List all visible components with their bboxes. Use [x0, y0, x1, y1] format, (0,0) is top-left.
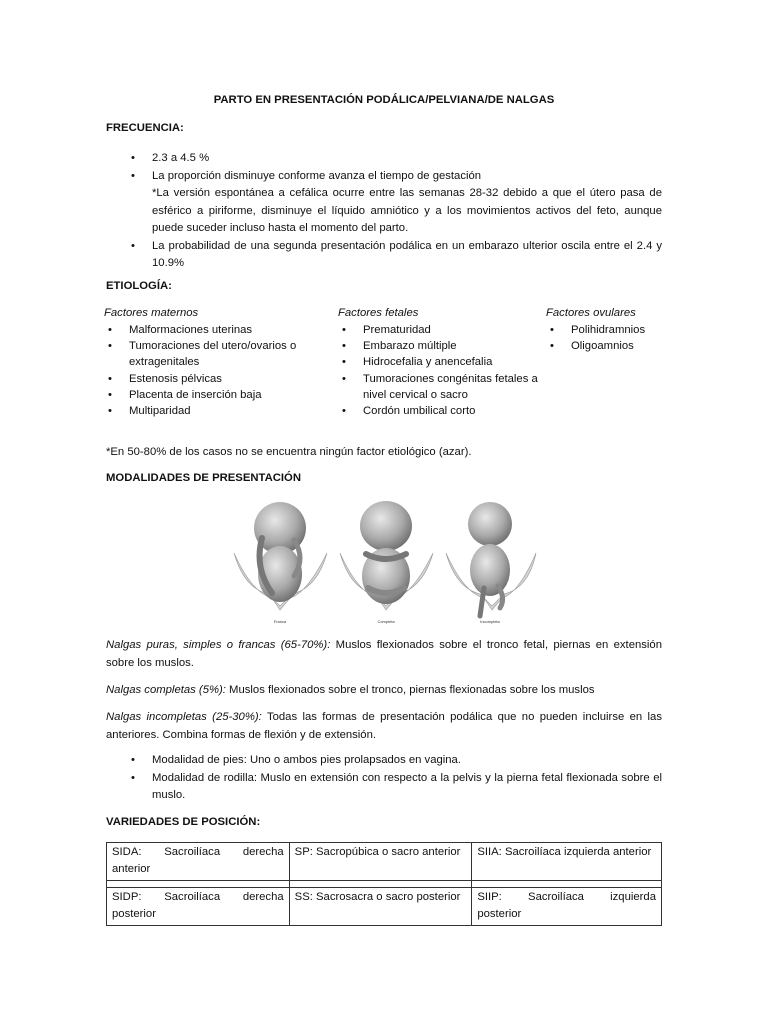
factores-fetales-title: Factores fetales	[338, 307, 419, 319]
figure-caption-completa: Completa	[377, 619, 395, 624]
list-item: • Prematuridad	[338, 322, 538, 338]
list-item: • Polihidramnios	[546, 322, 674, 338]
nalgas-completas-paragraph: Nalgas completas (5%): Muslos flexionados sobre el tronco, piernas flexionadas sobre los muslos	[106, 684, 595, 696]
factores-maternos-title: Factores maternos	[104, 307, 199, 319]
factores-ovulares-title: Factores ovulares	[546, 307, 636, 319]
table-row	[107, 843, 662, 881]
list-item: • Modalidad de rodilla: Muslo en extensión con respecto a la pelvis y la pierna fetal flexionada sobre el muslo.	[131, 771, 662, 801]
variedades-heading: VARIEDADES DE POSICIÓN:	[106, 816, 261, 828]
list-item: • Estenosis pélvicas	[104, 371, 332, 387]
bullet-icon: •	[108, 372, 112, 385]
version-note: *La versión espontánea a cefálica ocurre entre las semanas 28-32 debido a que el útero pasa de esférico a piriforme, disminuye el líquido amniótico y a los movimientos activos del feto, aunque puede suceder incluso hasta el momento del parto.	[152, 187, 662, 234]
bullet-icon: •	[550, 340, 554, 353]
table-cell: SP: Sacropúbica o sacro anterior	[289, 843, 472, 881]
bullet-icon: •	[108, 324, 112, 336]
etiologia-note: *En 50-80% de los casos no se encuentra ningún factor etiológico (azar).	[106, 446, 472, 458]
bullet-icon: •	[131, 239, 135, 252]
factores-fetales	[338, 305, 538, 419]
list-item: • La proporción disminuye conforme avanza el tiempo de gestación *La versión espontánea a cefálica ocurre entre las semanas 28-32 debido a que el útero pasa de esférico a piriforme, disminuye el líquido amniótico y a los movimientos activos del feto, aunque puede suceder incluso hasta el momento del parto.	[106, 168, 662, 238]
bullet-icon: •	[342, 405, 346, 418]
list-item: • Malformaciones uterinas	[104, 322, 332, 338]
bullet-icon: •	[108, 340, 112, 353]
list-item: • Placenta de inserción baja	[104, 387, 332, 403]
bullet-icon: •	[342, 372, 346, 385]
factores-ovulares	[546, 305, 674, 354]
modalidades-heading: MODALIDADES DE PRESENTACIÓN	[106, 472, 301, 484]
list-item: • Modalidad de pies: Uno o ambos pies prolapsados en vagina.	[106, 752, 662, 770]
list-item: • Embarazo múltiple	[338, 338, 538, 354]
bullet-icon: •	[131, 152, 135, 164]
breech-presentation-illustration	[232, 498, 538, 626]
variedades-table	[106, 842, 662, 926]
franca-fetus-figure	[234, 502, 327, 610]
bullet-icon: •	[342, 356, 346, 369]
list-item: • La probabilidad de una segunda presentación podálica en un embarazo ulterior oscila entre el 2.4 y 10.9%	[131, 239, 662, 269]
table-row	[107, 888, 662, 926]
incompleta-fetus-figure	[446, 502, 536, 616]
bullet-icon: •	[342, 340, 346, 353]
bullet-icon: •	[108, 388, 112, 401]
table-spacer-row	[107, 881, 662, 888]
figure-caption-incompleta: Incompleta	[480, 619, 500, 624]
list-item: • Cordón umbilical corto	[338, 403, 538, 419]
nalgas-incompletas-paragraph: Nalgas incompletas (25-30%): Todas las formas de presentación podálica que no pueden incluirse en las anteriores. Combina formas de flexión y de extensión.	[106, 711, 662, 741]
modalidades-list	[106, 752, 662, 805]
table-cell: SIIP: Sacroilíaca izquierda posterior	[472, 888, 662, 926]
table-cell: SS: Sacrosacra o sacro posterior	[289, 888, 472, 926]
list-item: • Hidrocefalia y anencefalia	[338, 354, 538, 370]
factores-maternos	[104, 305, 332, 419]
document-title: PARTO EN PRESENTACIÓN PODÁLICA/PELVIANA/DE NALGAS	[213, 94, 555, 106]
list-item: • Oligoamnios	[546, 338, 674, 354]
list-item: • 2.3 a 4.5 %	[106, 150, 662, 168]
completa-fetus-figure	[340, 501, 433, 610]
etiologia-heading: ETIOLOGÍA:	[106, 280, 172, 292]
table-cell: SIIA: Sacroilíaca izquierda anterior	[472, 843, 662, 881]
bullet-icon: •	[131, 754, 135, 766]
list-item: • Tumoraciones congénitas fetales a nivel cervical o sacro	[342, 372, 538, 401]
bullet-icon: •	[131, 771, 135, 784]
bullet-icon: •	[108, 405, 112, 418]
figure-caption-franca: Franca	[273, 619, 287, 624]
bullet-icon: •	[550, 324, 554, 336]
list-item: • Tumoraciones del utero/ovarios o extragenitales	[108, 340, 297, 369]
etiologia-columns	[104, 305, 674, 425]
frecuencia-heading: FRECUENCIA:	[106, 122, 184, 134]
bullet-icon: •	[131, 169, 135, 182]
frecuencia-list	[106, 150, 662, 273]
table-cell: SIDA: Sacroilíaca derecha anterior	[107, 843, 290, 881]
bullet-icon: •	[342, 324, 346, 336]
list-item: • Multiparidad	[104, 403, 332, 419]
nalgas-puras-paragraph: Nalgas puras, simples o francas (65-70%): Muslos flexionados sobre el tronco fetal, piernas en extensión sobre los muslos.	[106, 639, 662, 669]
table-cell: SIDP: Sacroilíaca derecha posterior	[107, 888, 290, 926]
